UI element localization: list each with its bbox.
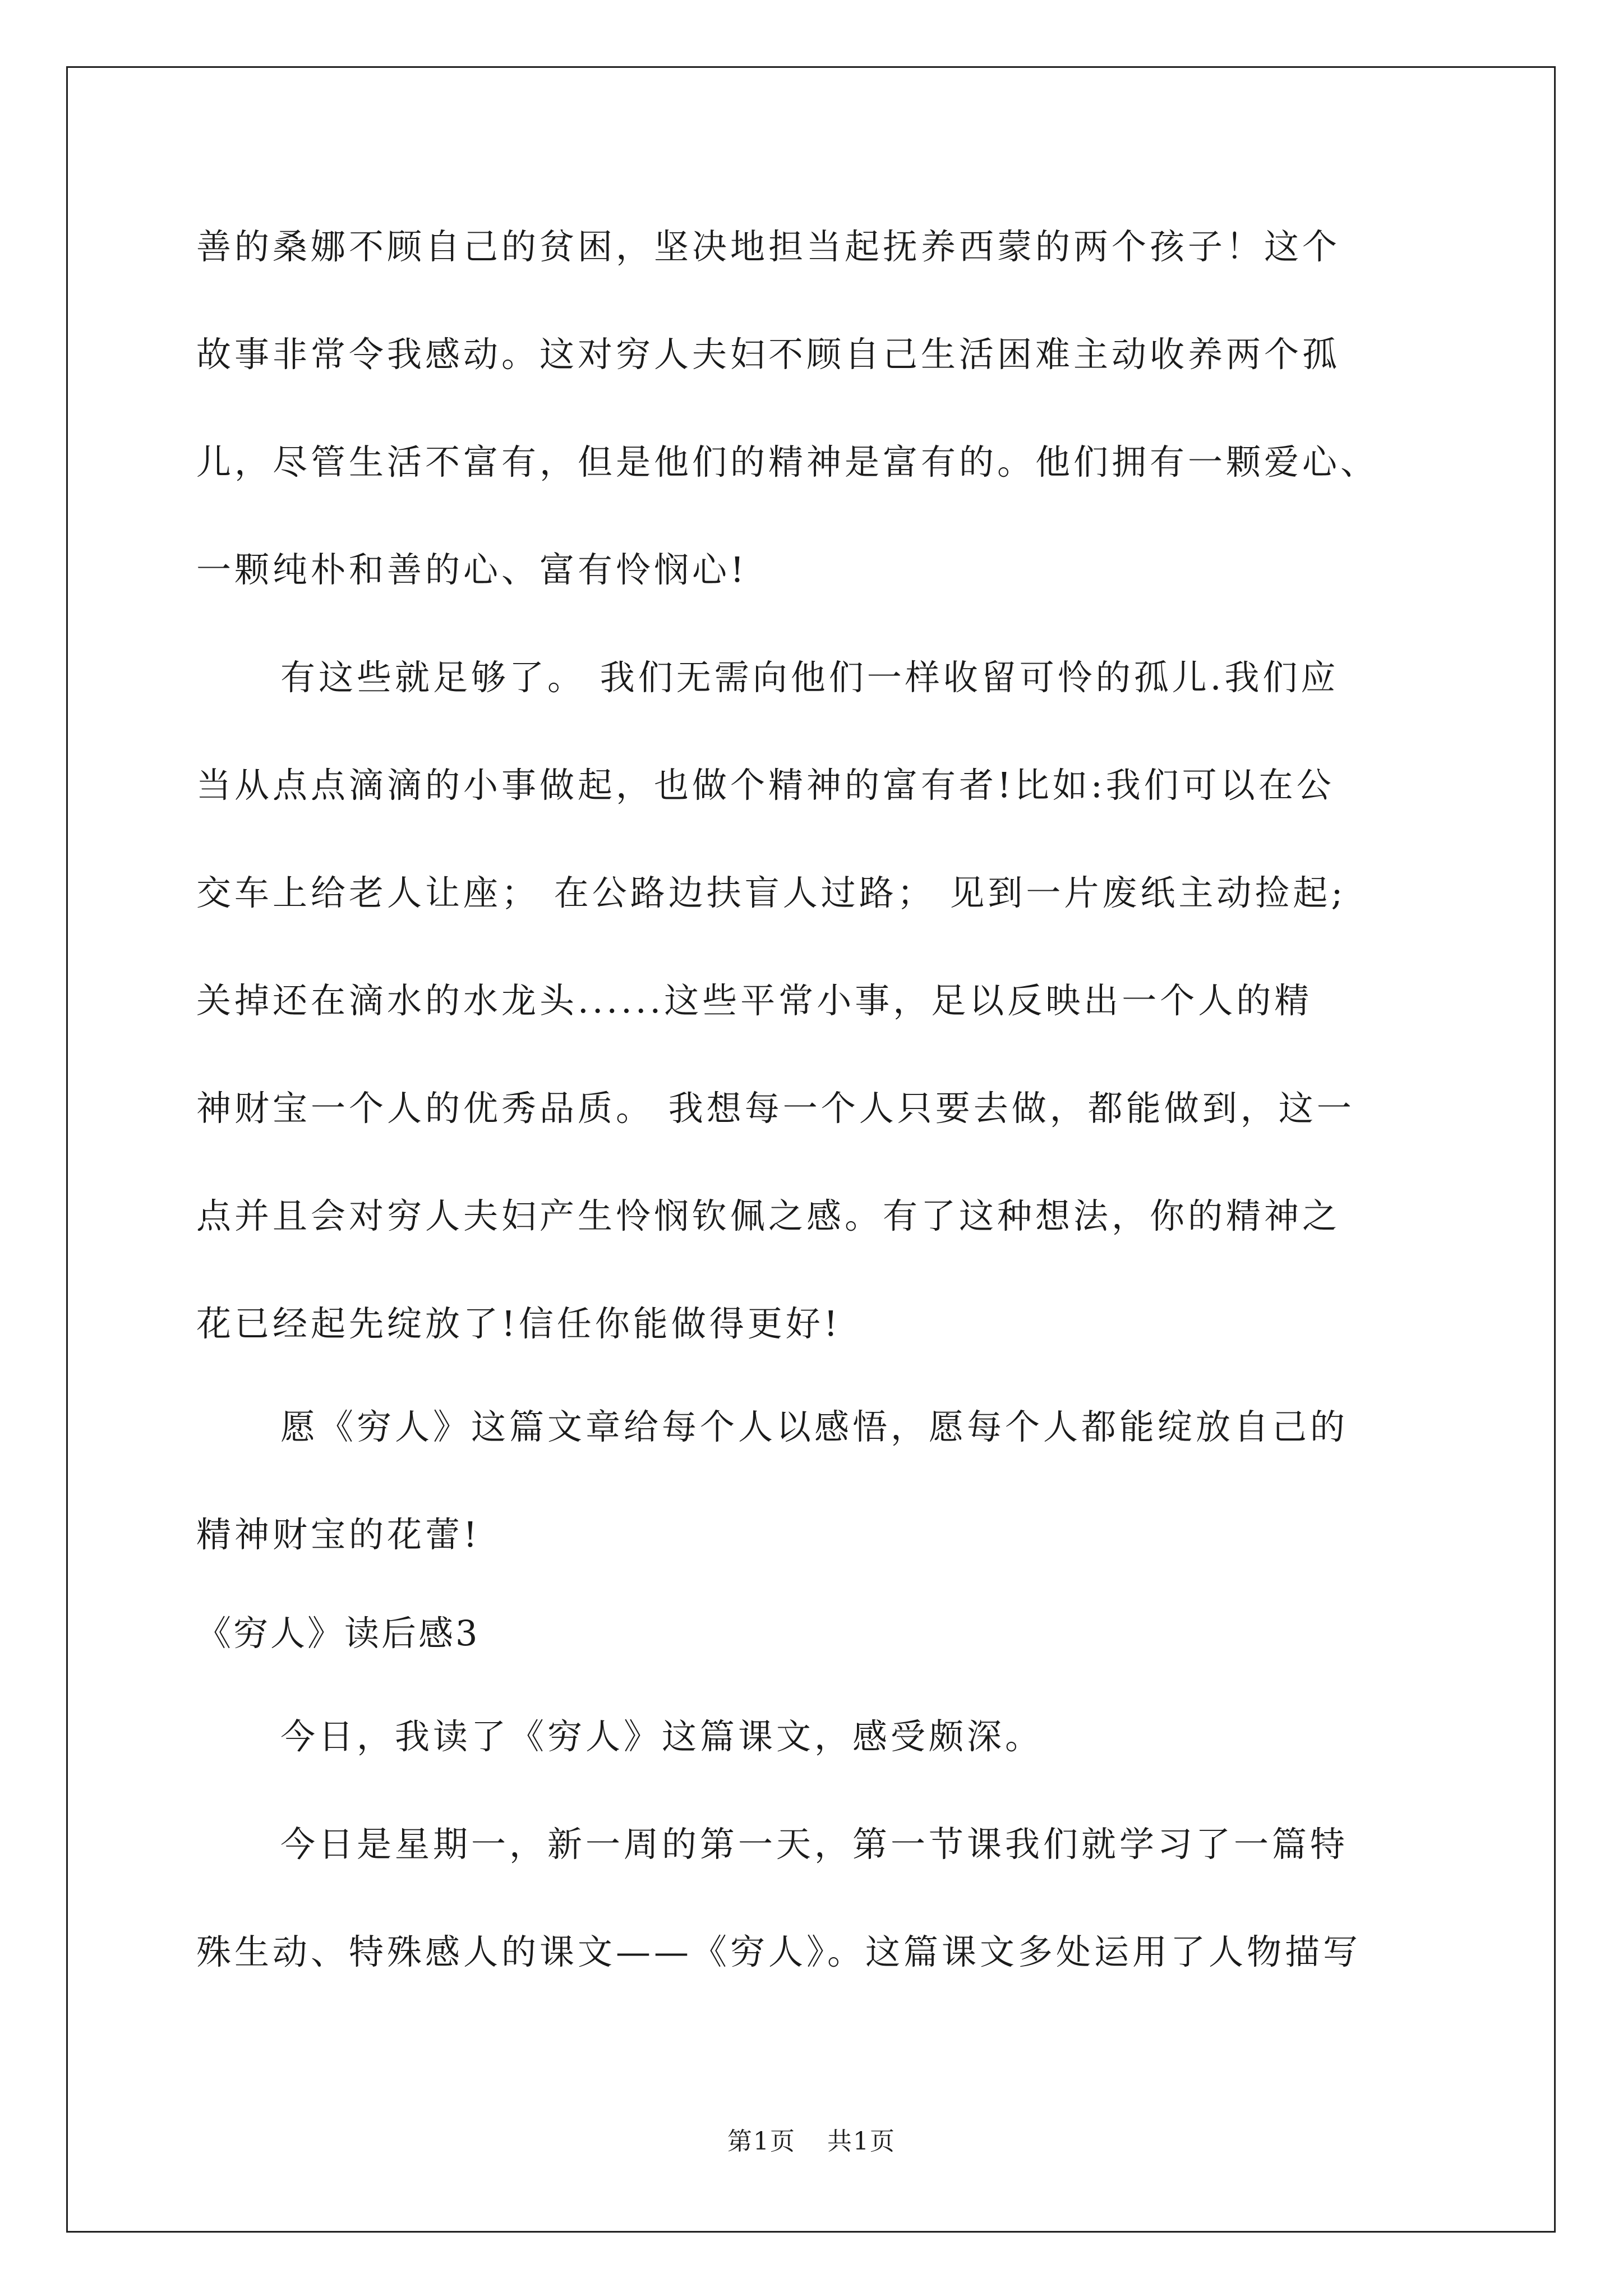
page-footer [0,2126,1623,2157]
text-line: 交车上给老人让座； 在公路边扶盲人过路； 见到一片废纸主动捡起; [196,872,1347,913]
section-heading: 《穷人》读后感3 [196,1613,480,1654]
page-number: 第1页 [727,2127,796,2156]
text-line: 今日，我读了《穷人》这篇课文，感受颇深。 [280,1716,1044,1757]
text-line: 故事非常令我感动。这对穷人夫妇不顾自己生活困难主动收养两个孤 [196,334,1341,375]
text-line: 点并且会对穷人夫妇产生怜悯钦佩之感。有了这种想法，你的精神之 [196,1195,1341,1236]
text-line: 神财宝一个人的优秀品质。 我想每一个人只要去做，都能做到，这一 [196,1088,1355,1129]
text-line: 关掉还在滴水的水龙头......这些平常小事，足以反映出一个人的精 [196,980,1313,1021]
text-line: 当从点点滴滴的小事做起，也做个精神的富有者!比如:我们可以在公 [196,765,1335,806]
text-line: 一颗纯朴和善的心、富有怜悯心! [196,549,748,590]
text-line: 今日是星期一，新一周的第一天，第一节课我们就学习了一篇特 [280,1824,1349,1865]
text-line: 精神财宝的花蕾! [196,1514,481,1555]
text-line: 儿，尽管生活不富有，但是他们的精神是富有的。他们拥有一颗爱心、 [196,441,1379,482]
text-line: 殊生动、特殊感人的课文——《穷人》。这篇课文多处运用了人物描写 [196,1931,1362,1972]
text-line: 有这些就足够了。 我们无需向他们一样收留可怜的孤儿.我们应 [280,657,1339,698]
text-line: 花已经起先绽放了!信任你能做得更好! [196,1303,841,1344]
text-line: 善的桑娜不顾自己的贫困，坚决地担当起抚养西蒙的两个孩子！这个 [196,226,1341,267]
page-border [66,66,1556,2233]
page-total: 共1页 [827,2127,896,2156]
text-line: 愿《穷人》这篇文章给每个人以感悟，愿每个人都能绽放自己的 [280,1406,1349,1447]
